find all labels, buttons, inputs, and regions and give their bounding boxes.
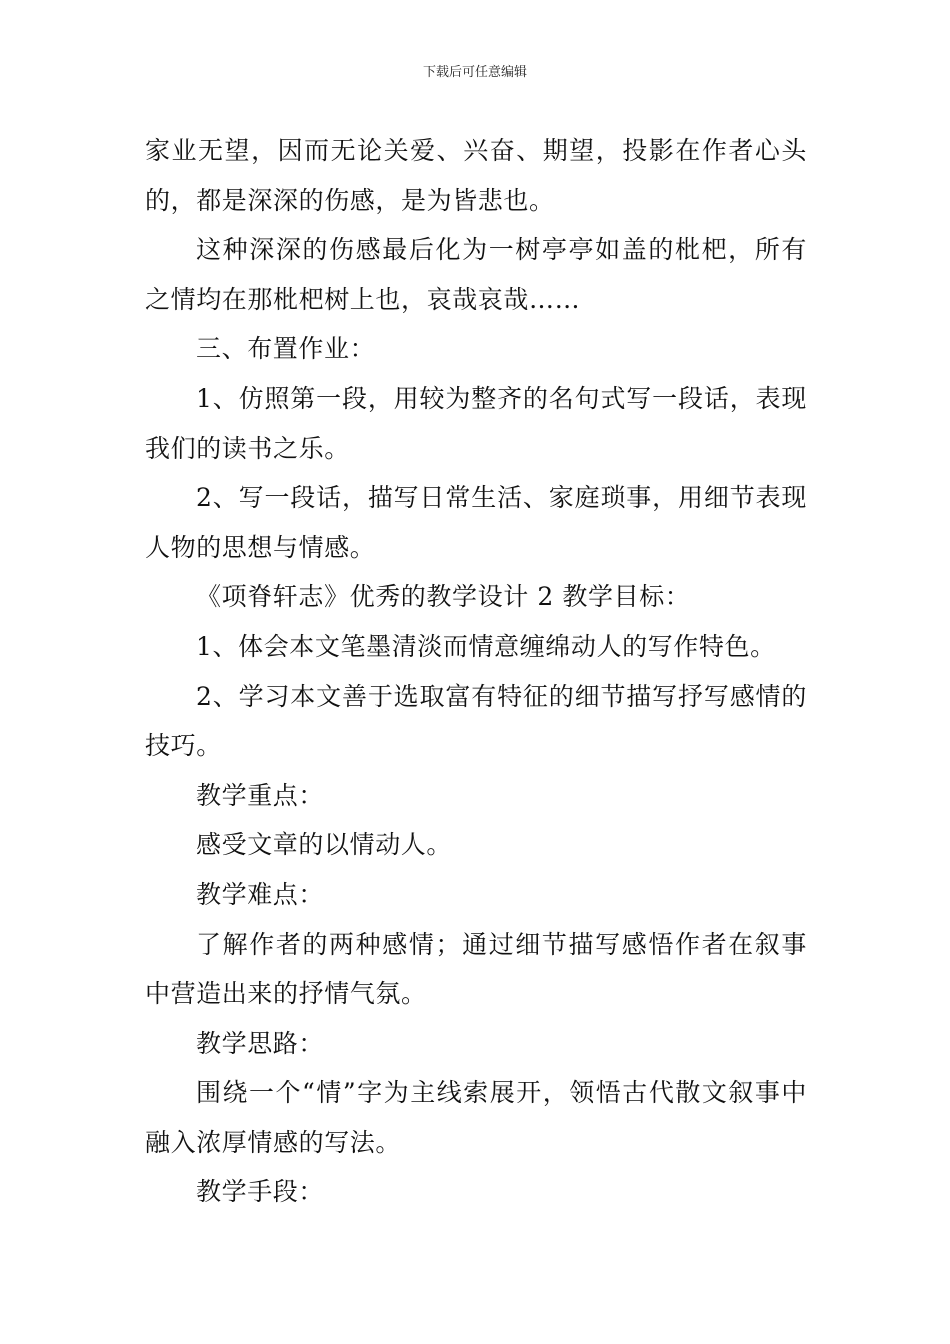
heading-methods: 教学手段：: [196, 1177, 325, 1207]
heading-approach: 教学思路：: [196, 1028, 325, 1058]
paragraph-sorrow: 这种深深的伤感最后化为一树亭亭如盖的枇杷，所有之情均在那枇杷树上也，哀哉哀哉……: [145, 235, 807, 314]
heading-difficulties: 教学难点：: [196, 879, 325, 909]
approach-text: 围绕一个“情”字为主线索展开，领悟古代散文叙事中融入浓厚情感的写法。: [145, 1078, 807, 1157]
objective-item-1: 1、体会本文笔墨清淡而情意缠绵动人的写作特色。: [196, 631, 776, 661]
difficulties-text: 了解作者的两种感情；通过细节描写感悟作者在叙事中营造出来的抒情气氛。: [145, 929, 807, 1009]
homework-item-1: 1、仿照第一段，用较为整齐的名句式写一段话，表现我们的读书之乐。: [145, 383, 807, 463]
key-points-text: 感受文章的以情动人。: [196, 830, 453, 860]
lesson-plan-title: 《项脊轩志》优秀的教学设计 2 教学目标：: [196, 582, 691, 612]
page-header: 下载后可任意编辑: [422, 65, 527, 80]
heading-key-points: 教学重点：: [196, 780, 325, 810]
objective-item-2: 2、学习本文善于选取富有特征的细节描写抒写感情的技巧。: [145, 681, 807, 761]
document-body: [145, 126, 807, 1217]
homework-item-2: 2、写一段话，描写日常生活、家庭琐事，用细节表现人物的思想与情感。: [145, 483, 807, 562]
section-heading-homework: 三、布置作业：: [196, 334, 376, 364]
paragraph-continuation: 家业无望，因而无论关爱、兴奋、期望，投影在作者心头的，都是深深的伤感，是为皆悲也。: [145, 136, 807, 215]
